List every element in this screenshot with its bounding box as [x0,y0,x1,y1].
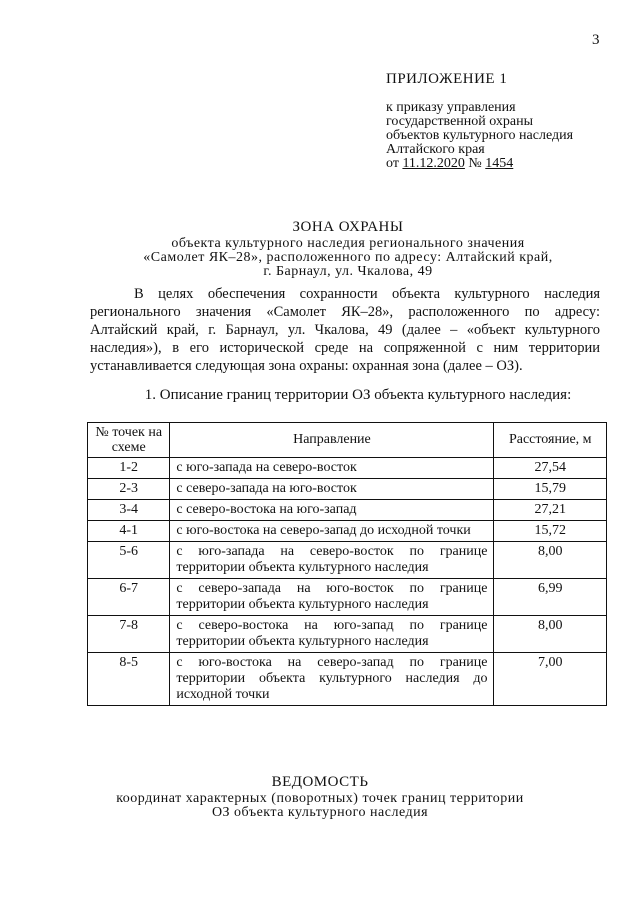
zone-subtitle-line: «Самолет ЯК–28», расположенного по адресу: Алтайский край, [143,250,553,265]
appendix-line: государственной охраны [386,114,534,129]
cell-direction: с северо-запада на юго-восток по границе территории объекта культурного наследия [170,579,494,616]
cell-points: 6-7 [88,579,170,616]
table-row [88,479,607,500]
zone-subtitle-line: г. Барнаул, ул. Чкалова, 49 [263,264,433,279]
cell-points: 2-3 [88,479,170,500]
cell-points: 4-1 [88,521,170,542]
header-direction: Направление [170,423,494,458]
vedomost-subtitle-line: ОЗ объекта культурного наследия [211,805,429,820]
cell-points: 7-8 [88,616,170,653]
appendix-title: ПРИЛОЖЕНИЕ 1 [386,71,508,87]
cell-distance: 7,00 [494,653,607,706]
appendix-line: к приказу управления [386,100,516,115]
cell-points: 8-5 [88,653,170,706]
table-row [88,500,607,521]
appendix-line: объектов культурного наследия [386,128,574,143]
zone-heading [48,219,640,279]
page-number: 3 [592,32,600,48]
intro-paragraph [90,285,600,375]
cell-direction: с северо-запада на юго-восток [170,479,494,500]
cell-direction: с северо-востока на юго-запад по границе территории объекта культурного наследия [170,616,494,653]
cell-distance: 8,00 [494,616,607,653]
cell-points: 3-4 [88,500,170,521]
cell-distance: 27,21 [494,500,607,521]
cell-distance: 15,79 [494,479,607,500]
cell-distance: 8,00 [494,542,607,579]
table-row [88,521,607,542]
cell-direction: с юго-востока на северо-запад до исходной точки [170,521,494,542]
order-number: 1454 [485,156,514,171]
order-date: 11.12.2020 [402,156,465,171]
cell-points: 1-2 [88,458,170,479]
cell-points: 5-6 [88,542,170,579]
order-prefix: от [386,156,399,171]
vedomost-subtitle-line: координат характерных (поворотных) точек границ территории [116,791,524,806]
cell-direction: с юго-запада на северо-восток по границе территории объекта культурного наследия [170,542,494,579]
table-row [88,653,607,706]
boundary-table [87,422,607,706]
table-row [88,616,607,653]
appendix-line: Алтайского края [386,142,485,157]
appendix-block [386,72,573,171]
vedomost-title: ВЕДОМОСТЬ [271,774,369,790]
table-row [88,458,607,479]
table-row [88,542,607,579]
cell-direction: с юго-востока на северо-запад по границе территории объекта культурного наследия до исходной точки [170,653,494,706]
table-row [88,579,607,616]
intro-paragraph-text: В целях обеспечения сохранности объекта культурного наследия регионального значения «Самолет ЯК–28», расположенного по адресу: Алтайский край, г. Барнаул, ул. Чкалова, 49 (далее – «объект культурного наследия»), в его исторической среде на сопряженной с ним территории устанавливается следующая зона охраны: охранная зона (далее – ОЗ). [90,286,600,374]
table-header-row [88,423,607,458]
vedomost-heading [0,774,640,820]
zone-title: ЗОНА ОХРАНЫ [292,219,404,235]
order-number-sign: № [468,156,482,171]
section-title: 1. Описание границ территории ОЗ объекта культурного наследия: [144,387,572,403]
cell-distance: 6,99 [494,579,607,616]
header-distance: Расстояние, м [494,423,607,458]
zone-subtitle-line: объекта культурного наследия регионального значения [171,236,525,251]
cell-direction: с юго-запада на северо-восток [170,458,494,479]
cell-direction: с северо-востока на юго-запад [170,500,494,521]
header-point-numbers: № точек на схеме [88,423,170,458]
cell-distance: 15,72 [494,521,607,542]
cell-distance: 27,54 [494,458,607,479]
order-reference [386,157,573,171]
